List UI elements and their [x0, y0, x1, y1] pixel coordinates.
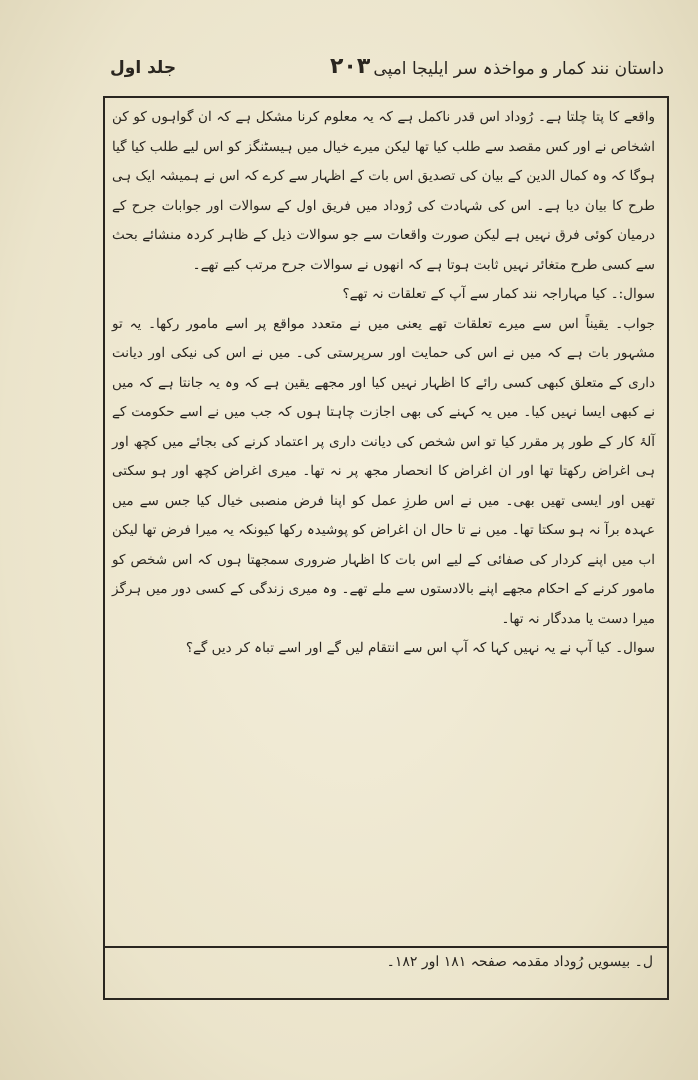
footnote-separator	[104, 946, 667, 948]
question-1: سوال:۔ کیا مہاراجہ نند کمار سے آپ کے تعلقات نہ تھے؟	[342, 286, 655, 302]
running-title: داستان نند کمار و مواخذہ سر ایلیجا امپی	[373, 59, 664, 79]
paragraph-intro: واقعے کا پتا چلتا ہے۔ رُوداد اس قدر ناکمل ہے کہ یہ معلوم کرنا مشکل ہے کہ ان گواہوں کو کن اشخاص نے اور کس مقصد سے طلب کیا تھا لیکن میرے خیال میں ہیسٹنگز کو اس لیے طلب کیا گیا ہوگا کہ وہ کمال الدین کے بیان کی تصدیق اس بات کے اظہار سے کرے کہ اس نے ہمیشہ ایک ہی طرح کا بیان دیا ہے۔ اس کی شہادت کی رُوداد میں فریق اول کے سوالات اور جوابات جرح کے درمیان کوئی فرق نہیں ہے لیکن صورت واقعات سے جو سوالات ذیل کے ظاہر کردہ منشائے بحث سے کسی طرح متغائر نہیں ثابت ہوتا ہے کہ انھوں نے سوالات جرح مرتب کیے تھے۔	[112, 109, 655, 273]
page-header	[110, 52, 664, 86]
page-number: ۲۰۳	[330, 54, 371, 79]
volume-label: جلد اول	[110, 58, 177, 78]
answer-1: جواب۔ یقیناً اس سے میرے تعلقات تھے یعنی میں نے متعدد مواقع پر اسے مامور رکھا۔ یہ تو مشہور بات ہے کہ میں نے اس کی حمایت اور سرپرستی کی۔ میں نے اس کی نیکی اور دیانت داری کے متعلق کبھی کسی رائے کا اظہار نہیں کیا اور مجھے یقین ہے کہ وہ یہ جانتا ہے کہ میں نے کبھی ایسا نہیں کیا۔ میں یہ کہنے کی بھی اجازت چاہتا ہوں کہ جب میں نے اسے حکومت کے آلۂ کار کے طور پر مقرر کیا تو اس شخص کی دیانت داری پر اعتماد کرنے کی بجائے میں کچھ اور ہی اغراض رکھتا تھا اور ان اغراض کا انحصار مجھ پر نہ تھا۔ میری اغراض کچھ اور ہو سکتی تھیں اور ایسی تھیں بھی۔ میں نے اس طرزِ عمل کو اپنا فرض منصبی خیال کیا جس سے میں عہدہ برآ نہ ہو سکتا تھا۔ میں نے تا حال ان اغراض کو پوشیدہ رکھا کیونکہ یہ میرا فرض تھا لیکن اب میں اپنے کردار کی صفائی کے لیے اس بات کا اظہار ضروری سمجھتا ہوں کہ اس شخص کو مامور کرنے کے احکام مجھے اپنے بالادستوں سے ملے تھے۔ وہ میری زندگی کے کسی دور میں ہرگز میرا دست یا مددگار نہ تھا۔	[112, 315, 655, 627]
question-2: سوال۔ کیا آپ نے یہ نہیں کہا کہ آپ اس سے انتقام لیں گے اور اسے تباہ کر دیں گے؟	[185, 640, 655, 656]
footnote: ل۔ بیسویں رُوداد مقدمہ صفحہ ۱۸۱ اور ۱۸۲۔	[386, 954, 653, 970]
main-text	[112, 103, 655, 893]
